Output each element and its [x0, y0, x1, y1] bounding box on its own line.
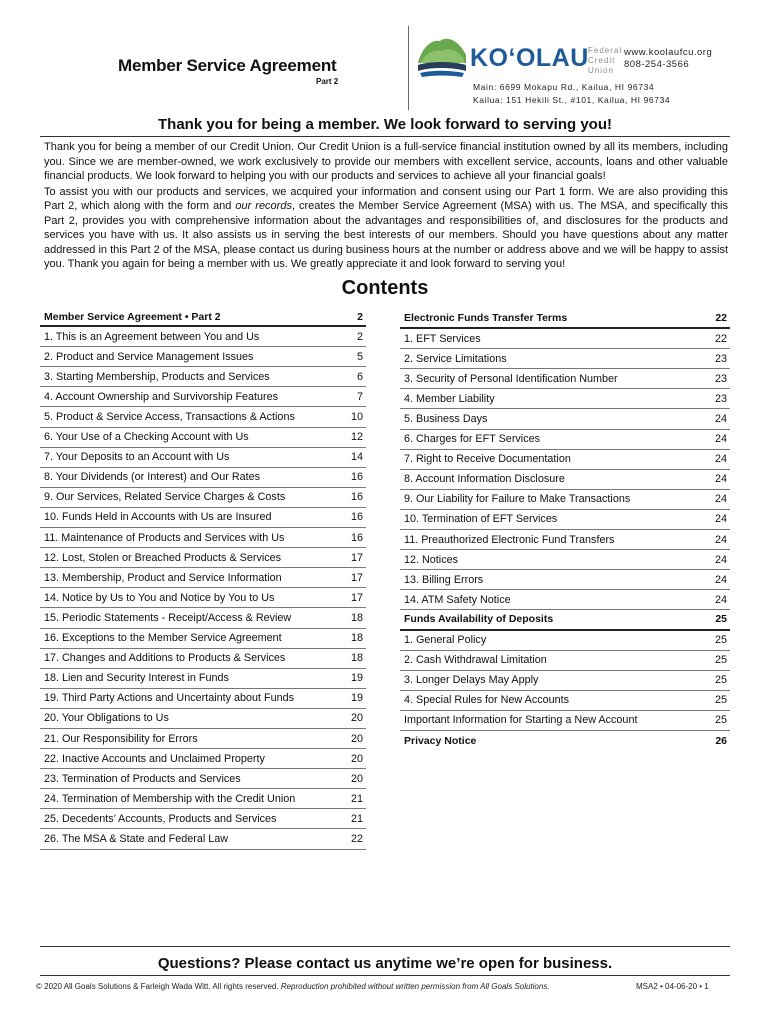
toc-entry[interactable]: [40, 829, 366, 849]
toc-entry[interactable]: [40, 608, 366, 628]
toc-page-number: 6: [356, 370, 363, 383]
toc-page-number: 23: [714, 392, 727, 405]
toc-entry[interactable]: [400, 550, 730, 570]
toc-entry-label: 14. ATM Safety Notice: [404, 593, 511, 606]
copyright-text: © 2020 All Goals Solutions & Farleigh Wada Witt. All rights reserved.: [36, 982, 279, 991]
toc-section-heading[interactable]: [400, 731, 730, 751]
toc-page-number: 25: [714, 694, 727, 707]
toc-entry[interactable]: [400, 389, 730, 409]
toc-page-number: 18: [350, 652, 363, 665]
toc-entry-label: 3. Longer Delays May Apply: [404, 674, 539, 687]
toc-entry-label: 18. Lien and Security Interest in Funds: [44, 672, 229, 685]
toc-entry[interactable]: [400, 530, 730, 550]
toc-page-number: 24: [714, 433, 727, 446]
toc-entry[interactable]: [40, 468, 366, 488]
toc-page-number: 21: [350, 812, 363, 825]
toc-entry-label: 4. Special Rules for New Accounts: [404, 694, 570, 707]
toc-entry-label: Funds Availability of Deposits: [404, 613, 554, 626]
toc-page-number: 24: [714, 553, 727, 566]
toc-entry-label: 5. Product & Service Access, Transactions & Actions: [44, 411, 295, 424]
copyright-restriction: Reproduction prohibited without written permission from All Goals Solutions.: [280, 982, 550, 991]
toc-entry-label: 22. Inactive Accounts and Unclaimed Property: [44, 752, 265, 765]
toc-entry[interactable]: [40, 528, 366, 548]
toc-entry[interactable]: [40, 629, 366, 649]
toc-entry[interactable]: [40, 669, 366, 689]
toc-entry[interactable]: [400, 590, 730, 610]
address-block: [473, 81, 670, 106]
toc-entry-label: 23. Termination of Products and Services: [44, 772, 241, 785]
phone-number: 808-254-3566: [624, 59, 690, 70]
toc-page-number: 20: [350, 752, 363, 765]
toc-entry-label: 11. Maintenance of Products and Services with Us: [44, 531, 285, 544]
toc-entry-label: 7. Right to Receive Documentation: [404, 453, 571, 466]
toc-entry-label: Member Service Agreement • Part 2: [44, 310, 221, 323]
toc-page-number: 18: [350, 611, 363, 624]
toc-entry[interactable]: [400, 470, 730, 490]
toc-page-number: 2: [357, 310, 363, 323]
intro-paragraph-2: [44, 185, 728, 272]
toc-section-heading[interactable]: [400, 309, 730, 329]
contact-block: [624, 47, 712, 71]
contents-heading: Contents: [341, 277, 429, 299]
toc-entry-label: 4. Member Liability: [404, 392, 495, 405]
toc-entry[interactable]: [40, 729, 366, 749]
toc-entry[interactable]: [40, 689, 366, 709]
toc-entry[interactable]: [40, 588, 366, 608]
toc-page-number: 22: [350, 832, 363, 845]
toc-page-number: 16: [350, 491, 363, 504]
toc-entry[interactable]: [40, 649, 366, 669]
toc-entry-label: 12. Lost, Stolen or Breached Products & Services: [44, 551, 282, 564]
toc-entry-label: 20. Your Obligations to Us: [44, 712, 169, 725]
toc-page-number: 16: [350, 531, 363, 544]
intro-emphasis: our records: [235, 200, 292, 212]
toc-entry-label: 11. Preauthorized Electronic Fund Transfers: [404, 533, 615, 546]
toc-page-number: 17: [350, 571, 363, 584]
toc-entry[interactable]: [40, 488, 366, 508]
toc-entry-label: 5. Business Days: [404, 413, 488, 426]
toc-entry-label: 10. Termination of EFT Services: [404, 513, 558, 526]
toc-entry-label: Privacy Notice: [404, 735, 477, 748]
toc-page-number: 25: [714, 654, 727, 667]
koolau-mountain-logo-icon: [416, 33, 468, 83]
toc-entry[interactable]: [400, 409, 730, 429]
toc-entry[interactable]: [40, 809, 366, 829]
intro-paragraph-1: Thank you for being a member of our Credit Union. Our Credit Union is a full-service financial institution owned by all its members, including you. Since we are member-owned, we work exclusively to provide our members with excellent service, accounts, loans and other valuable financial products. We look forward to helping you with our products and services to achieve all your financial goals!: [44, 141, 728, 182]
toc-entry[interactable]: [400, 490, 730, 510]
toc-page-number: 5: [356, 350, 363, 363]
toc-entry-label: 13. Billing Errors: [404, 573, 484, 586]
toc-entry[interactable]: [400, 430, 730, 450]
toc-page-number: 24: [714, 593, 727, 606]
toc-entry-label: 7. Your Deposits to an Account with Us: [44, 451, 230, 464]
toc-entry[interactable]: [40, 407, 366, 427]
address-main: Main: 6699 Mokapu Rd., Kailua, HI 96734: [473, 82, 655, 92]
toc-page-number: 19: [350, 672, 363, 685]
address-kailua: Kailua: 151 Hekili St., #101, Kailua, HI 96734: [473, 94, 671, 105]
toc-entry-label: 17. Changes and Additions to Products & Services: [44, 652, 286, 665]
toc-page-number: 20: [350, 772, 363, 785]
toc-page-number: 23: [714, 352, 727, 365]
toc-entry[interactable]: [400, 631, 730, 651]
toc-entry-label: 24. Termination of Membership with the Credit Union: [44, 792, 296, 805]
toc-entry[interactable]: [40, 327, 366, 347]
brand-sub-line: Union: [588, 66, 614, 75]
toc-entry-label: 8. Account Information Disclosure: [404, 473, 565, 486]
toc-section-heading[interactable]: [400, 610, 730, 630]
toc-right-column: [400, 307, 730, 751]
toc-page-number: 24: [714, 533, 727, 546]
toc-entry-label: 12. Notices: [404, 553, 459, 566]
header-divider: [408, 26, 409, 110]
toc-entry[interactable]: [400, 570, 730, 590]
toc-entry-label: 2. Service Limitations: [404, 352, 507, 365]
toc-entry-label: 13. Membership, Product and Service Information: [44, 571, 282, 584]
toc-page-number: 24: [714, 413, 727, 426]
toc-entry-label: 6. Charges for EFT Services: [404, 433, 541, 446]
toc-entry[interactable]: [40, 508, 366, 528]
toc-entry-label: 9. Our Services, Related Service Charges & Costs: [44, 491, 286, 504]
toc-page-number: 10: [350, 411, 363, 424]
intro-text-span: To assist you with our products and services, we acquired your information and consent using our Part 1 form. We are also providing this Part 2, which along with the form and: [44, 185, 728, 212]
toc-entry[interactable]: [40, 387, 366, 407]
toc-page-number: 20: [350, 712, 363, 725]
toc-entry-label: 3. Starting Membership, Products and Services: [44, 370, 270, 383]
toc-page-number: 25: [714, 634, 727, 647]
toc-entry[interactable]: [400, 711, 730, 731]
toc-entry[interactable]: [400, 671, 730, 691]
toc-entry[interactable]: [40, 709, 366, 729]
toc-page-number: 16: [350, 471, 363, 484]
toc-page-number: 24: [714, 493, 727, 506]
document-part-label: Part 2: [316, 77, 339, 86]
toc-entry-label: 8. Your Dividends (or Interest) and Our Rates: [44, 471, 261, 484]
toc-entry-label: 9. Our Liability for Failure to Make Transactions: [404, 493, 631, 506]
toc-page-number: 22: [714, 332, 727, 345]
copyright-notice: [36, 982, 550, 991]
toc-entry-label: 10. Funds Held in Accounts with Us are Insured: [44, 511, 272, 524]
toc-entry-label: 26. The MSA & State and Federal Law: [44, 832, 229, 845]
brand-subtitle: [588, 46, 622, 76]
website-link[interactable]: www.koolaufcu.org: [624, 47, 713, 58]
toc-entry[interactable]: [400, 651, 730, 671]
toc-entry-label: 1. This is an Agreement between You and Us: [44, 330, 260, 343]
brand-sub-line: Credit: [588, 56, 616, 65]
thanks-heading: Thank you for being a member. We look forward to serving you!: [158, 116, 612, 133]
document-title: Member Service Agreement: [118, 56, 337, 75]
toc-entry-label: 1. EFT Services: [404, 332, 481, 345]
toc-entry[interactable]: [40, 548, 366, 568]
toc-entry-label: 14. Notice by Us to You and Notice by You to Us: [44, 591, 275, 604]
toc-page-number: 25: [714, 714, 727, 727]
toc-page-number: 22: [715, 312, 727, 325]
toc-entry[interactable]: [400, 691, 730, 711]
toc-entry-label: 21. Our Responsibility for Errors: [44, 732, 198, 745]
toc-page-number: 24: [714, 453, 727, 466]
toc-entry-label: 16. Exceptions to the Member Service Agreement: [44, 632, 282, 645]
toc-page-number: 18: [350, 632, 363, 645]
questions-banner: Questions? Please contact us anytime we’re open for business.: [157, 955, 613, 972]
toc-entry-label: 2. Cash Withdrawal Limitation: [404, 654, 547, 667]
toc-entry-label: Important Information for Starting a New Account: [404, 714, 638, 727]
toc-left-column: [40, 307, 366, 850]
toc-page-number: 17: [350, 591, 363, 604]
toc-entry[interactable]: [400, 510, 730, 530]
toc-entry-label: 3. Security of Personal Identification Number: [404, 372, 618, 385]
toc-entry-label: 25. Decedents’ Accounts, Products and Services: [44, 812, 277, 825]
toc-entry[interactable]: [40, 347, 366, 367]
toc-entry-label: 15. Periodic Statements - Receipt/Access & Review: [44, 611, 292, 624]
toc-entry-label: 6. Your Use of a Checking Account with Us: [44, 431, 249, 444]
toc-entry[interactable]: [40, 568, 366, 588]
toc-entry-label: 2. Product and Service Management Issues: [44, 350, 254, 363]
brand-sub-line: Federal: [588, 46, 623, 55]
toc-page-number: 20: [350, 732, 363, 745]
footer-divider: [40, 946, 730, 947]
toc-entry[interactable]: [40, 789, 366, 809]
footer-divider: [40, 975, 730, 976]
toc-page-number: 25: [715, 613, 727, 626]
toc-entry[interactable]: [40, 749, 366, 769]
toc-page-number: 12: [350, 431, 363, 444]
section-divider: [40, 136, 730, 137]
toc-entry-label: 19. Third Party Actions and Uncertainty about Funds: [44, 692, 295, 705]
toc-page-number: 16: [350, 511, 363, 524]
toc-page-number: 21: [350, 792, 363, 805]
intro-text: [44, 140, 728, 273]
toc-page-number: 17: [350, 551, 363, 564]
toc-section-heading[interactable]: [40, 307, 366, 327]
toc-entry[interactable]: [40, 448, 366, 468]
toc-entry-label: 1. General Policy: [404, 634, 487, 647]
toc-entry[interactable]: [40, 769, 366, 789]
intro-text-span: , creates the Member Service Agreement (MSA) with us. The MSA, and specifically this Part 2, provides you with comprehensive information about the advantages and responsibilities of, and disclosures for the products and services you have with us. It also assists us in serving the best interests of our members. Should you have questions about any matter addressed in this Part 2 of the MSA, please contact us during business hours at the number or address above and we will be happy to assist you. Thank you again for being a member with us. We greatly appreciate it and look forward to serving you!: [44, 200, 729, 270]
toc-entry[interactable]: [400, 369, 730, 389]
toc-page-number: 2: [356, 330, 363, 343]
credit-union-brand-name: KO‘OLAU: [470, 44, 589, 72]
toc-entry[interactable]: [400, 349, 730, 369]
toc-page-number: 25: [714, 674, 727, 687]
toc-entry[interactable]: [40, 367, 366, 387]
toc-page-number: 24: [714, 573, 727, 586]
toc-entry[interactable]: [400, 329, 730, 349]
toc-page-number: 14: [350, 451, 363, 464]
toc-page-number: 19: [350, 692, 363, 705]
toc-page-number: 23: [714, 372, 727, 385]
toc-entry-label: Electronic Funds Transfer Terms: [404, 312, 568, 325]
toc-page-number: 26: [715, 735, 727, 748]
toc-page-number: 24: [714, 473, 727, 486]
document-id: MSA2 • 04-06-20 • 1: [636, 982, 709, 991]
toc-page-number: 24: [714, 513, 727, 526]
toc-entry[interactable]: [40, 428, 366, 448]
document-header: [0, 0, 770, 112]
toc-entry[interactable]: [400, 450, 730, 470]
toc-entry-label: 4. Account Ownership and Survivorship Features: [44, 390, 279, 403]
toc-page-number: 7: [356, 390, 363, 403]
